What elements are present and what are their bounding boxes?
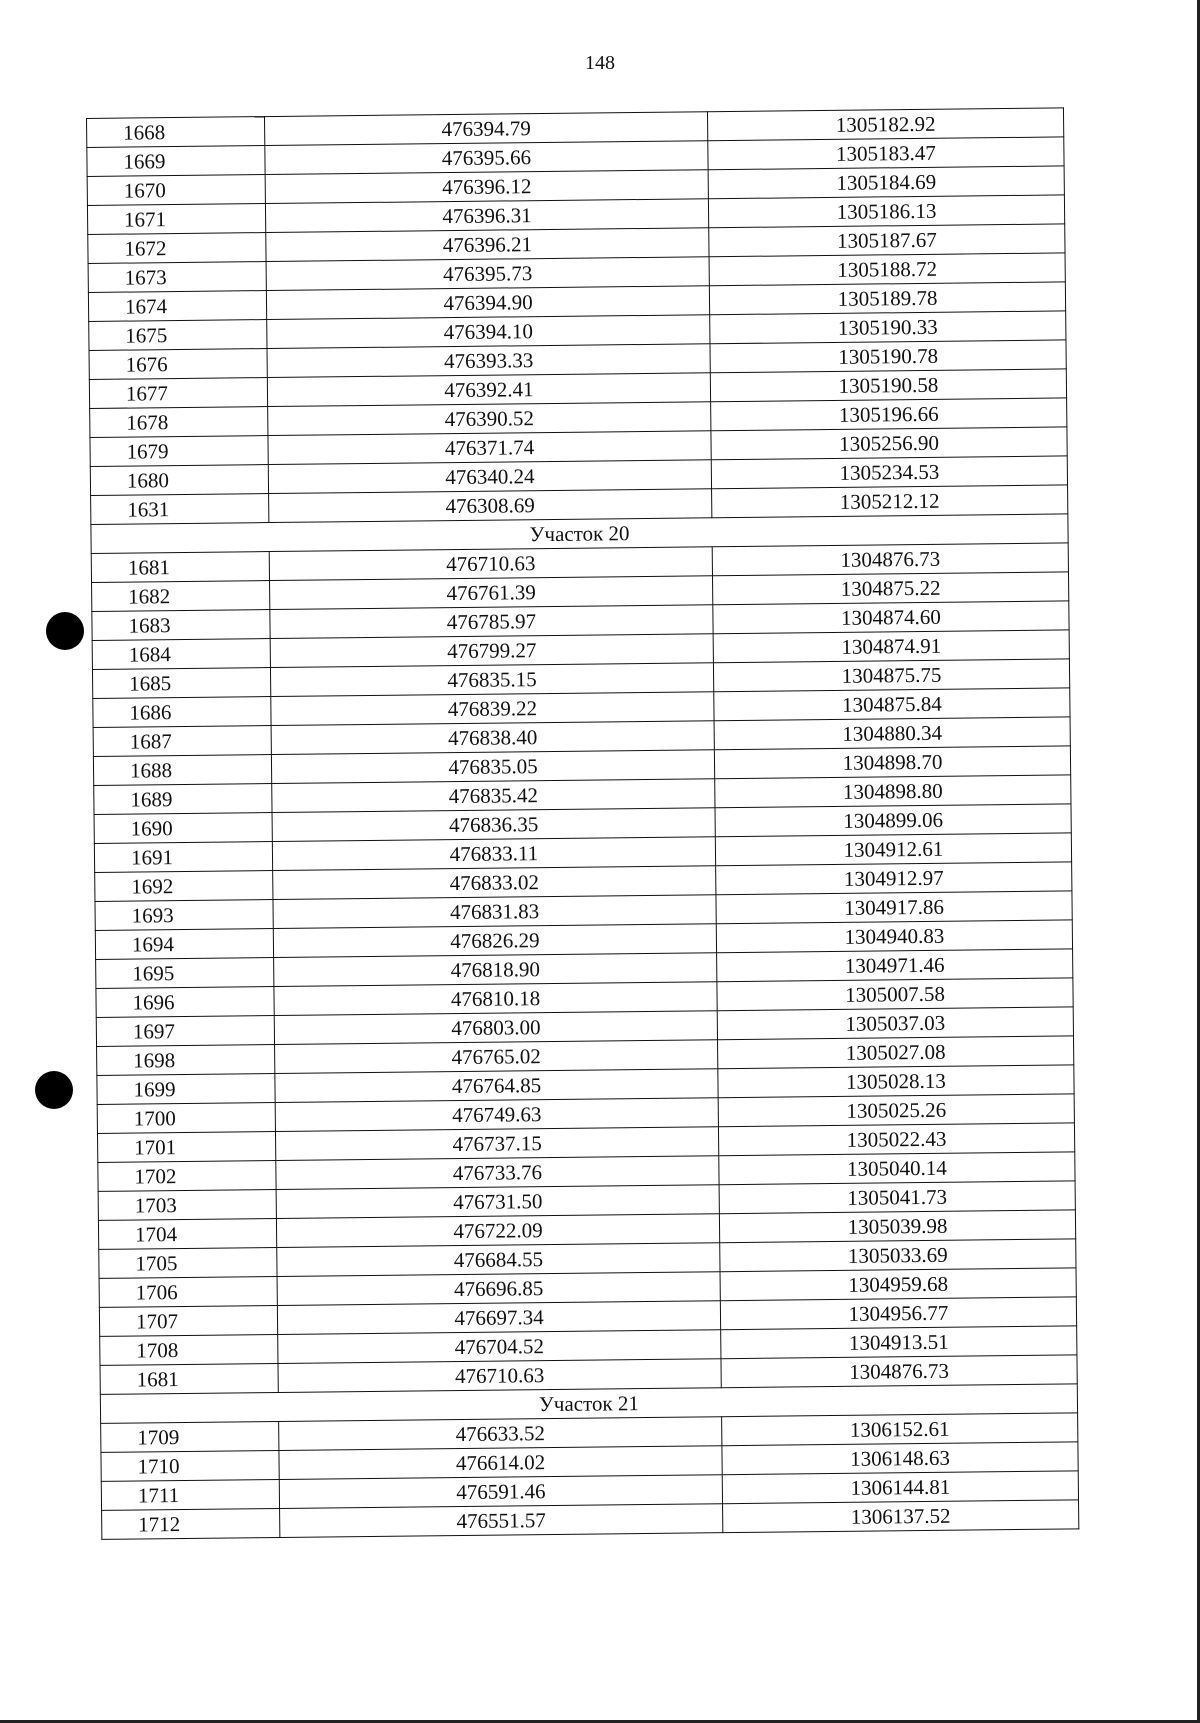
y-coordinate-cell: 1305033.69 (720, 1239, 1076, 1272)
point-number-cell: 1682 (92, 581, 270, 612)
x-coordinate-cell: 476395.66 (265, 141, 708, 175)
y-coordinate-cell: 1305186.13 (708, 195, 1064, 228)
y-coordinate-cell: 1305007.58 (717, 978, 1073, 1011)
x-coordinate-cell: 476396.12 (265, 170, 708, 204)
point-number-cell: 1695 (96, 958, 274, 989)
x-coordinate-cell: 476765.02 (275, 1040, 718, 1074)
y-coordinate-cell: 1304912.97 (716, 862, 1072, 895)
section-title: Участок 21 (100, 1384, 1077, 1424)
point-number-cell: 1699 (97, 1074, 275, 1105)
x-coordinate-cell: 476396.21 (266, 228, 709, 262)
point-number-cell: 1676 (89, 349, 267, 380)
y-coordinate-cell: 1305040.14 (719, 1152, 1075, 1185)
y-coordinate-cell: 1304898.70 (714, 746, 1070, 779)
y-coordinate-cell: 1304940.83 (716, 920, 1072, 953)
x-coordinate-cell: 476697.34 (277, 1301, 720, 1335)
point-number-cell: 1711 (101, 1479, 279, 1510)
page-number: 148 (585, 52, 615, 74)
point-number-cell: 1671 (87, 204, 265, 235)
x-coordinate-cell: 476737.15 (275, 1127, 718, 1161)
y-coordinate-cell: 1305256.90 (711, 427, 1067, 460)
y-coordinate-cell: 1306148.63 (722, 1442, 1078, 1475)
x-coordinate-cell: 476833.11 (272, 837, 715, 871)
x-coordinate-cell: 476704.52 (278, 1330, 721, 1364)
point-number-cell: 1704 (98, 1219, 276, 1250)
x-coordinate-cell: 476838.40 (271, 721, 714, 755)
x-coordinate-cell: 476826.29 (273, 924, 716, 958)
point-number-cell: 1687 (93, 726, 271, 757)
y-coordinate-cell: 1304875.22 (712, 572, 1068, 605)
point-number-cell: 1688 (93, 755, 271, 786)
y-coordinate-cell: 1306144.81 (722, 1471, 1078, 1504)
y-coordinate-cell: 1305196.66 (711, 398, 1067, 431)
point-number-cell: 1679 (90, 436, 268, 467)
point-number-cell: 1691 (94, 842, 272, 873)
point-number-cell: 1706 (99, 1277, 277, 1308)
y-coordinate-cell: 1305212.12 (712, 485, 1068, 518)
point-number-cell: 1708 (100, 1334, 278, 1365)
y-coordinate-cell: 1304899.06 (715, 804, 1071, 837)
x-coordinate-cell: 476839.22 (271, 692, 714, 726)
y-coordinate-cell: 1305183.47 (708, 137, 1064, 170)
point-number-cell: 1701 (97, 1132, 275, 1163)
y-coordinate-cell: 1304971.46 (717, 949, 1073, 982)
y-coordinate-cell: 1305188.72 (709, 253, 1065, 286)
point-number-cell: 1669 (87, 146, 265, 177)
coordinates-table (86, 107, 1079, 1539)
x-coordinate-cell: 476390.52 (268, 402, 711, 436)
point-number-cell: 1705 (99, 1248, 277, 1279)
y-coordinate-cell: 1305187.67 (709, 224, 1065, 257)
y-coordinate-cell: 1305025.26 (718, 1094, 1074, 1127)
point-number-cell: 1684 (92, 639, 270, 670)
x-coordinate-cell: 476733.76 (276, 1156, 719, 1190)
x-coordinate-cell: 476764.85 (275, 1069, 718, 1103)
x-coordinate-cell: 476394.79 (264, 112, 707, 146)
point-number-cell: 1681 (100, 1363, 278, 1394)
y-coordinate-cell: 1304874.91 (713, 630, 1069, 663)
section-title: Участок 20 (91, 514, 1068, 554)
point-number-cell: 1702 (98, 1161, 276, 1192)
x-coordinate-cell: 476614.02 (279, 1446, 722, 1480)
y-coordinate-cell: 1305234.53 (711, 456, 1067, 489)
x-coordinate-cell: 476710.63 (269, 547, 712, 581)
point-number-cell: 1668 (87, 117, 265, 148)
point-number-cell: 1670 (87, 175, 265, 206)
point-number-cell: 1693 (95, 900, 273, 931)
point-number-cell: 1697 (96, 1016, 274, 1047)
x-coordinate-cell: 476393.33 (267, 344, 710, 378)
y-coordinate-cell: 1304898.80 (715, 775, 1071, 808)
point-number-cell: 1690 (94, 813, 272, 844)
point-number-cell: 1631 (91, 494, 269, 525)
y-coordinate-cell: 1305182.92 (707, 108, 1063, 141)
x-coordinate-cell: 476810.18 (274, 982, 717, 1016)
x-coordinate-cell: 476749.63 (275, 1098, 718, 1132)
x-coordinate-cell: 476835.05 (271, 750, 714, 784)
y-coordinate-cell: 1306137.52 (723, 1500, 1079, 1533)
x-coordinate-cell: 476835.42 (272, 779, 715, 813)
point-number-cell: 1672 (88, 233, 266, 264)
point-number-cell: 1694 (95, 929, 273, 960)
point-number-cell: 1700 (97, 1103, 275, 1134)
x-coordinate-cell: 476392.41 (267, 373, 710, 407)
x-coordinate-cell: 476394.10 (267, 315, 710, 349)
x-coordinate-cell: 476818.90 (274, 953, 717, 987)
x-coordinate-cell: 476696.85 (277, 1272, 720, 1306)
point-number-cell: 1674 (88, 291, 266, 322)
y-coordinate-cell: 1305027.08 (718, 1036, 1074, 1069)
x-coordinate-cell: 476395.73 (266, 257, 709, 291)
point-number-cell: 1712 (102, 1508, 280, 1539)
x-coordinate-cell: 476371.74 (268, 431, 711, 465)
x-coordinate-cell: 476551.57 (280, 1504, 723, 1538)
point-number-cell: 1707 (99, 1305, 277, 1336)
punch-hole (35, 1071, 73, 1109)
x-coordinate-cell: 476340.24 (268, 460, 711, 494)
x-coordinate-cell: 476799.27 (270, 634, 713, 668)
point-number-cell: 1677 (89, 378, 267, 409)
point-number-cell: 1689 (94, 784, 272, 815)
y-coordinate-cell: 1304959.68 (720, 1268, 1076, 1301)
x-coordinate-cell: 476684.55 (277, 1243, 720, 1277)
x-coordinate-cell: 476591.46 (279, 1475, 722, 1509)
x-coordinate-cell: 476731.50 (276, 1185, 719, 1219)
x-coordinate-cell: 476761.39 (270, 576, 713, 610)
y-coordinate-cell: 1304874.60 (713, 601, 1069, 634)
point-number-cell: 1680 (90, 465, 268, 496)
point-number-cell: 1681 (91, 552, 269, 583)
x-coordinate-cell: 476633.52 (279, 1417, 722, 1451)
x-coordinate-cell: 476394.90 (266, 286, 709, 320)
y-coordinate-cell: 1305189.78 (709, 282, 1065, 315)
y-coordinate-cell: 1305184.69 (708, 166, 1064, 199)
y-coordinate-cell: 1304875.84 (714, 688, 1070, 721)
y-coordinate-cell: 1304956.77 (720, 1297, 1076, 1330)
y-coordinate-cell: 1305028.13 (718, 1065, 1074, 1098)
x-coordinate-cell: 476710.63 (278, 1359, 721, 1393)
y-coordinate-cell: 1304912.61 (715, 833, 1071, 866)
punch-hole (46, 612, 84, 650)
y-coordinate-cell: 1304917.86 (716, 891, 1072, 924)
x-coordinate-cell: 476308.69 (269, 489, 712, 523)
point-number-cell: 1703 (98, 1190, 276, 1221)
coordinates-table-body (87, 108, 1079, 1539)
y-coordinate-cell: 1304875.75 (713, 659, 1069, 692)
y-coordinate-cell: 1304880.34 (714, 717, 1070, 750)
y-coordinate-cell: 1305039.98 (719, 1210, 1075, 1243)
x-coordinate-cell: 476831.83 (273, 895, 716, 929)
point-number-cell: 1675 (89, 320, 267, 351)
point-number-cell: 1685 (92, 668, 270, 699)
x-coordinate-cell: 476833.02 (273, 866, 716, 900)
x-coordinate-cell: 476835.15 (270, 663, 713, 697)
x-coordinate-cell: 476785.97 (270, 605, 713, 639)
point-number-cell: 1709 (101, 1421, 279, 1452)
y-coordinate-cell: 1304913.51 (721, 1326, 1077, 1359)
y-coordinate-cell: 1305190.33 (710, 311, 1066, 344)
coordinates-table-wrapper (86, 108, 1071, 1540)
y-coordinate-cell: 1306152.61 (722, 1413, 1078, 1446)
point-number-cell: 1678 (90, 407, 268, 438)
y-coordinate-cell: 1304876.73 (712, 543, 1068, 576)
point-number-cell: 1710 (101, 1450, 279, 1481)
y-coordinate-cell: 1304876.73 (721, 1355, 1077, 1388)
x-coordinate-cell: 476722.09 (276, 1214, 719, 1248)
x-coordinate-cell: 476836.35 (272, 808, 715, 842)
y-coordinate-cell: 1305190.78 (710, 340, 1066, 373)
point-number-cell: 1683 (92, 610, 270, 641)
x-coordinate-cell: 476396.31 (265, 199, 708, 233)
y-coordinate-cell: 1305037.03 (717, 1007, 1073, 1040)
y-coordinate-cell: 1305041.73 (719, 1181, 1075, 1214)
y-coordinate-cell: 1305190.58 (710, 369, 1066, 402)
point-number-cell: 1673 (88, 262, 266, 293)
point-number-cell: 1692 (95, 871, 273, 902)
y-coordinate-cell: 1305022.43 (718, 1123, 1074, 1156)
point-number-cell: 1698 (97, 1045, 275, 1076)
x-coordinate-cell: 476803.00 (274, 1011, 717, 1045)
point-number-cell: 1696 (96, 987, 274, 1018)
point-number-cell: 1686 (93, 697, 271, 728)
